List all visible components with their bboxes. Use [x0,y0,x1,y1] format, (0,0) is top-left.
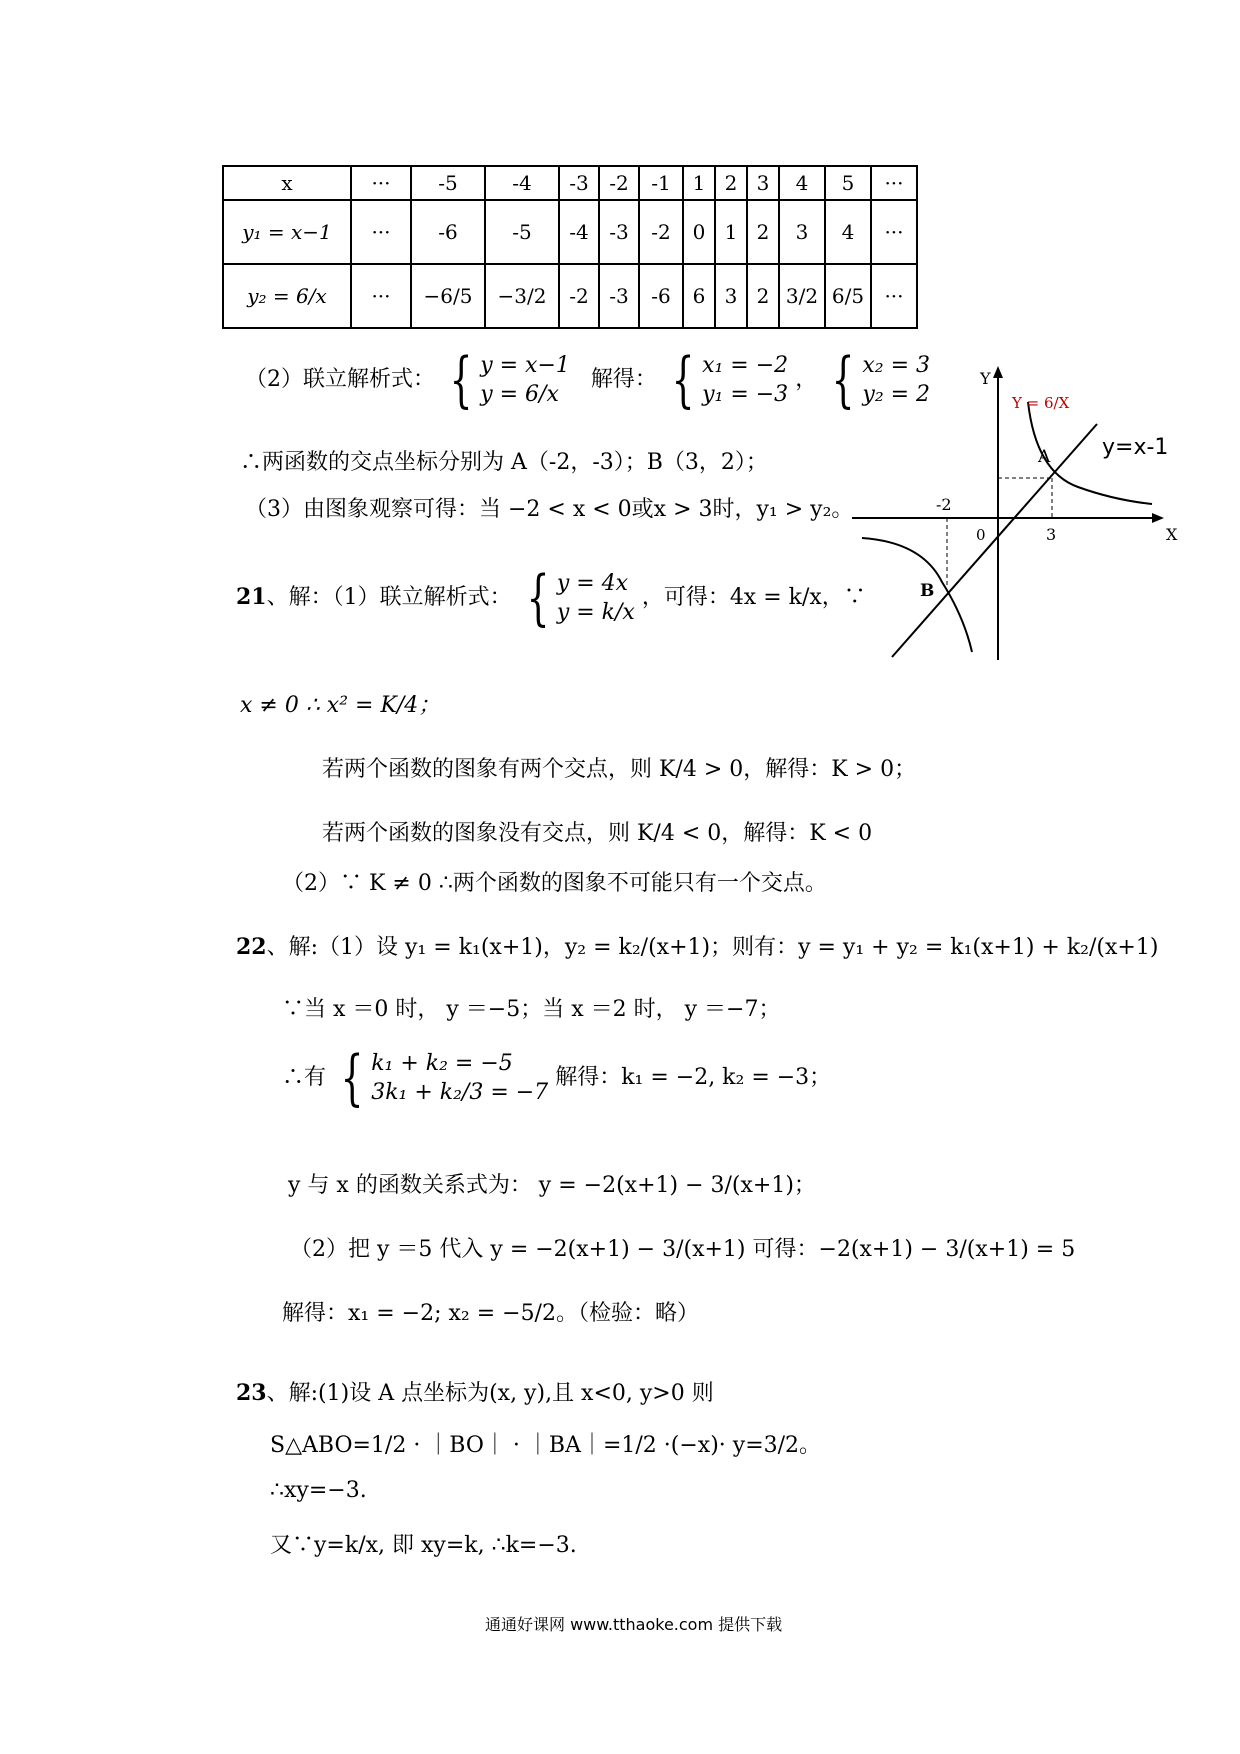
p21-after: ，可得：4x = k/x，∵ [641,585,866,610]
point-b-label: B [920,581,935,601]
table-cell: 3 [779,200,825,264]
p22-solve: 解得：k₁ = −2, k₂ = −3； [555,1065,832,1090]
problem-number: 23 [236,1380,267,1406]
p21-sys-line1: y = 4x [556,571,629,596]
table-cell: 2 [747,200,779,264]
p23-line3: ∴xy=−3. [270,1478,367,1503]
origin-label: 0 [976,526,986,544]
table-cell: -4 [485,166,559,200]
p21-line2: x ≠ 0 ∴ x² = K/4； [240,693,441,718]
p20-sol1-y: y₁ = −3 [702,382,789,407]
table-cell: -3 [559,166,599,200]
table-cell: ··· [351,200,411,264]
p20-sol2-x: x₂ = 3 [862,353,931,378]
table-row [223,166,917,200]
table-row-label: y₁ = x−1 [223,200,351,264]
table-cell: −6/5 [411,264,485,328]
table-cell: -4 [559,200,599,264]
p22-therefore: ∴有 [282,1065,327,1090]
table-row [223,264,917,328]
table-cell: 2 [747,264,779,328]
page-footer: 通通好课网 www.tthaoke.com 提供下载 [485,1615,783,1634]
line-label: y=x-1 [1102,435,1169,460]
p22-system: { k₁ + k₂ = −5 3k₁ + k₂/3 = −7 [340,1043,549,1113]
p23-line4: 又∵y=k/x, 即 xy=k, ∴k=−3. [270,1533,577,1558]
table-cell: ··· [871,200,917,264]
p20-solution1: { x₁ = −2 y₁ = −3 [671,345,789,415]
p20-part2-prefix: （2）联立解析式： [245,367,435,392]
table-cell: 1 [715,200,747,264]
p20-part2: （2）联立解析式： { y = x−1 y = 6/x 解得： { x₁ = −2 y₁ = −3 ， { x₂ = 3 y₂ = 2 [245,345,931,415]
p22-line1-text: 、解:（1）设 y₁ = k₁(x+1)，y₂ = k₂/(x+1)；则有：y = y₁ + y₂ = k₁(x+1) + k₂/(x+1) [266,935,1159,960]
p22-line4: y 与 x 的函数关系式为： y = −2(x+1) − 3/(x+1)； [288,1173,816,1198]
p22-sys-line1: k₁ + k₂ = −5 [371,1051,513,1076]
p21-sys-line2: y = k/x [556,600,635,625]
p20-system: { y = x−1 y = 6/x [449,345,570,415]
point-a-label: A [1038,447,1051,467]
p20-intersection: ∴两函数的交点坐标分别为 A（-2，-3）；B（3，2）； [240,450,768,475]
table-cell: -3 [599,264,639,328]
table-cell: -5 [485,200,559,264]
table-cell: -1 [639,166,683,200]
table-cell: 0 [683,200,715,264]
table-cell: -2 [639,200,683,264]
problem-number: 22 [236,934,267,960]
p20-sol2-y: y₂ = 2 [862,382,931,407]
p20-part3: （3）由图象观察可得：当 −2 < x < 0或x > 3时，y₁ > y₂。 [245,497,854,522]
table-cell: -2 [599,166,639,200]
table-cell: 4 [779,166,825,200]
tick-3-label: 3 [1046,525,1057,544]
line-y-x-1 [892,424,1097,657]
p21-line1 [236,563,866,633]
table-row-label: y₂ = 6/x [223,264,351,328]
function-graph [852,362,1182,662]
p21-line3: 若两个函数的图象有两个交点，则 K/4 > 0，解得：K > 0； [322,757,917,782]
table-cell: 2 [715,166,747,200]
hyperbola-lower-branch [862,538,972,652]
p21-line5: （2）∵ K ≠ 0 ∴两个函数的图象不可能只有一个交点。 [282,871,827,896]
values-table [222,165,918,329]
p22-line5: （2）把 y ＝5 代入 y = −2(x+1) − 3/(x+1) 可得：−2(x+1) − 3/(x+1) = 5 [290,1237,1076,1262]
table-cell: 1 [683,166,715,200]
table-cell: 3 [715,264,747,328]
table-cell: 5 [825,166,871,200]
p20-solution2: { x₂ = 3 y₂ = 2 [831,345,931,415]
y-axis-label: Y [980,369,991,388]
table-cell: x [223,166,351,200]
table-cell: -6 [639,264,683,328]
table-cell: 4 [825,200,871,264]
table-cell: -6 [411,200,485,264]
p22-line6: 解得：x₁ = −2; x₂ = −5/2。（检验：略） [282,1301,699,1326]
table-cell: ··· [871,264,917,328]
p23-line1-text: 、解:(1)设 A 点坐标为(x, y),且 x<0, y>0 则 [266,1381,714,1406]
table-cell: -3 [599,200,639,264]
table-cell: ··· [871,166,917,200]
table-cell: -2 [559,264,599,328]
p21-system: { y = 4x y = k/x [526,563,635,633]
x-axis-arrow-icon [1152,513,1164,523]
p22-line2: ∵当 x ＝0 时， y ＝−5；当 x ＝2 时， y ＝−7； [282,997,781,1022]
p23-line2: S△ABO=1/2 · ｜BO｜ · ｜BA｜=1/2 ·(−x)· y=3/2。 [270,1433,822,1458]
tick-neg2-label: -2 [936,495,952,514]
table-cell: ··· [351,264,411,328]
table-cell: 3 [747,166,779,200]
p20-sys-line1: y = x−1 [480,353,570,378]
p22-sys-line2: 3k₁ + k₂/3 = −7 [371,1080,549,1105]
table-cell: 3/2 [779,264,825,328]
p23-line1 [236,1376,714,1407]
p20-solve-word: 解得： [590,367,657,392]
x-axis-label: X [1166,525,1178,544]
problem-number: 21 [236,584,267,610]
table-cell: -5 [411,166,485,200]
p21-line4: 若两个函数的图象没有交点，则 K/4 < 0，解得：K < 0 [322,821,873,846]
y-axis-arrow-icon [993,366,1003,378]
table-cell: ··· [351,166,411,200]
p22-line1 [236,930,1158,961]
p20-sol1-x: x₁ = −2 [702,353,789,378]
p20-sys-line2: y = 6/x [480,382,559,407]
table-cell: 6 [683,264,715,328]
table-cell: 6/5 [825,264,871,328]
curve-label: Y = 6/X [1012,394,1070,412]
table-row [223,200,917,264]
p22-line3 [282,1043,832,1113]
p21-intro: 、解：（1）联立解析式： [266,585,512,610]
table-cell: −3/2 [485,264,559,328]
